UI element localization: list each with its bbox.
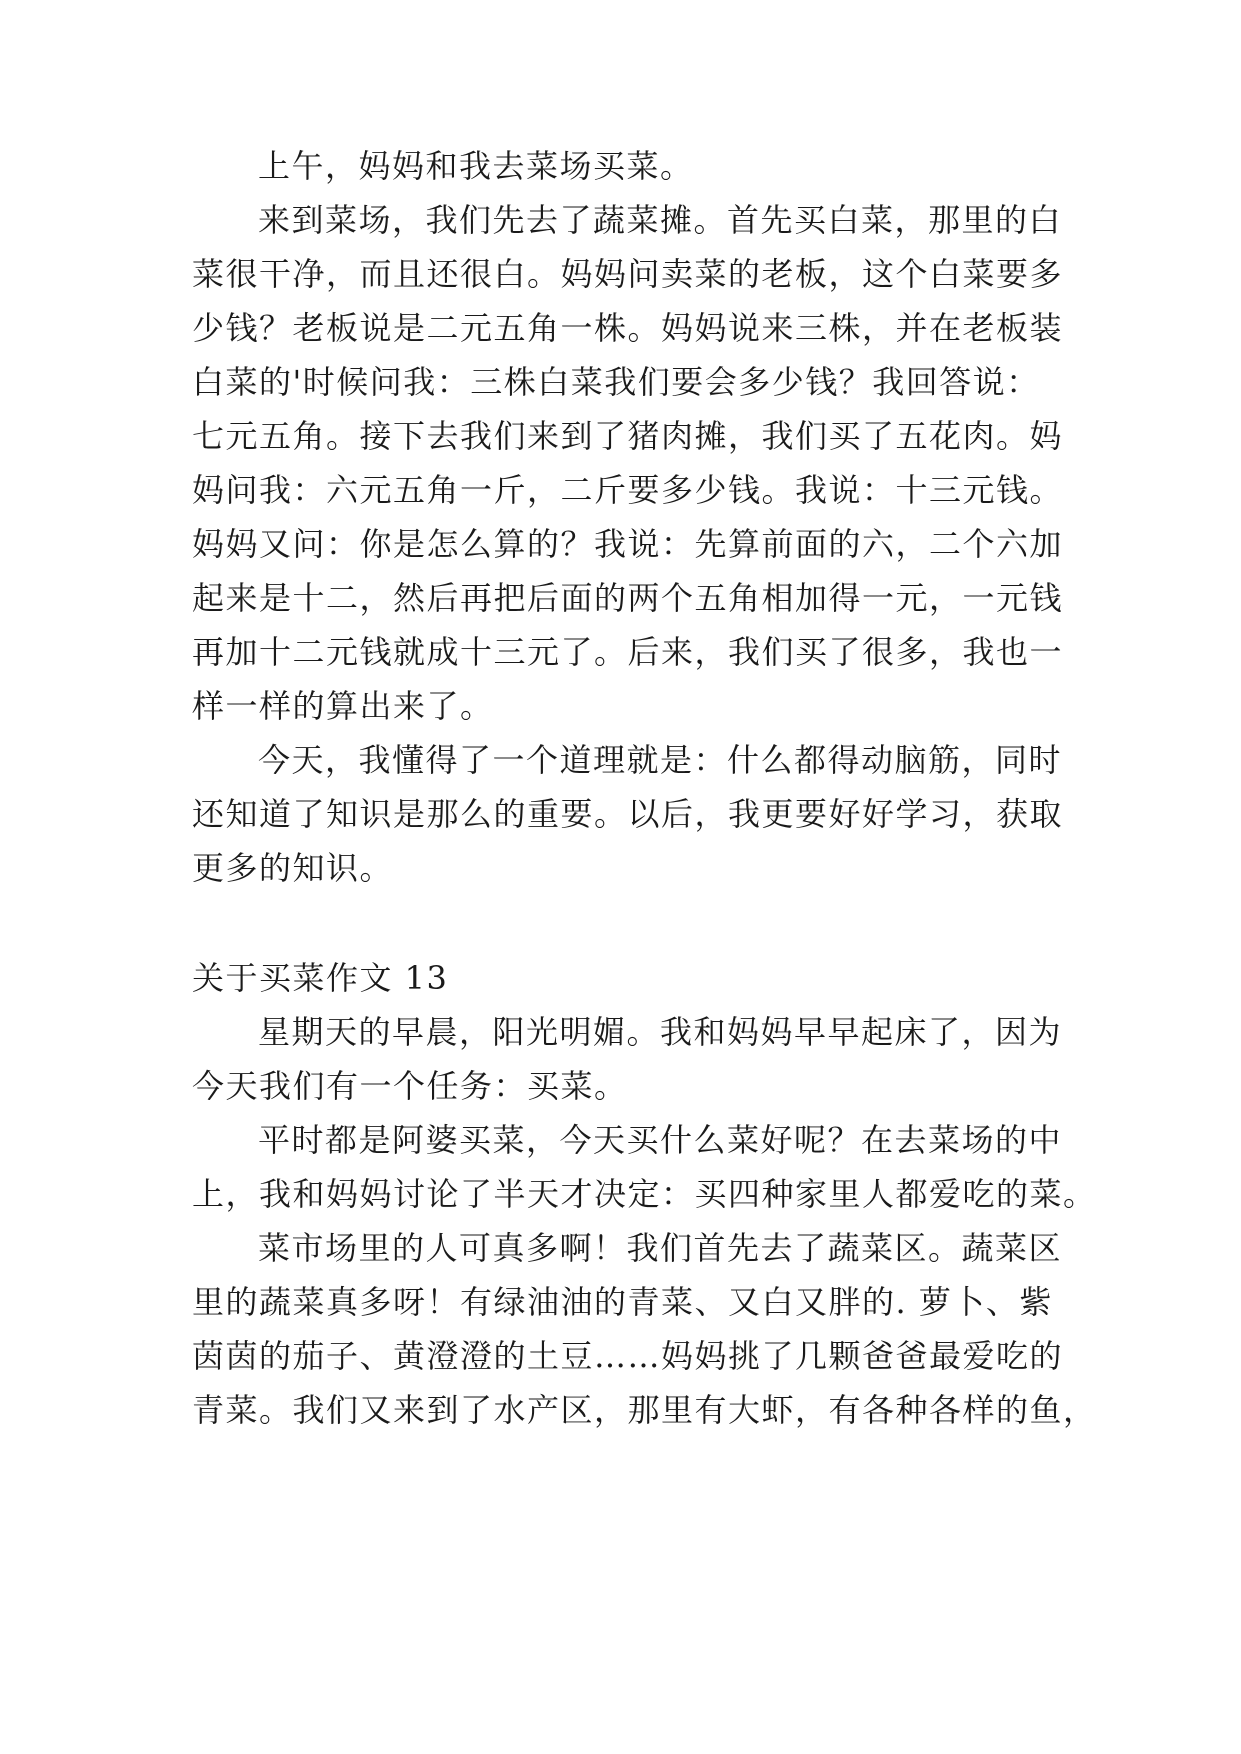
- paragraph-line: 今天我们有一个任务：买菜。: [192, 1067, 628, 1105]
- section-heading: 关于买菜作文 13: [192, 959, 449, 997]
- paragraph-line: 再加十二元钱就成十三元了。后来，我们买了很多，我也一: [192, 633, 1064, 671]
- paragraph-line: 样一样的算出来了。: [192, 687, 494, 725]
- paragraph-line: 妈问我：六元五角一斤，二斤要多少钱。我说：十三元钱。: [192, 471, 1064, 509]
- paragraph-line: 起来是十二，然后再把后面的两个五角相加得一元，一元钱: [192, 579, 1064, 617]
- paragraph-line: 菜很干净，而且还很白。妈妈问卖菜的老板，这个白菜要多: [192, 255, 1064, 293]
- paragraph-line: 来到菜场，我们先去了蔬菜摊。首先买白菜，那里的白: [258, 201, 1063, 239]
- paragraph-line: 青菜。我们又来到了水产区，那里有大虾，有各种各样的鱼，: [192, 1391, 1097, 1429]
- paragraph-line: 妈妈又问：你是怎么算的？我说：先算前面的六，二个六加: [192, 525, 1064, 563]
- paragraph-line: 里的蔬菜真多呀！有绿油油的青菜、又白又胖的. 萝卜、紫: [192, 1283, 1053, 1321]
- paragraph-line: 平时都是阿婆买菜，今天买什么菜好呢？在去菜场的中: [258, 1121, 1063, 1159]
- paragraph-line: 更多的知识。: [192, 849, 394, 887]
- paragraph-line: 茵茵的茄子、黄澄澄的土豆……妈妈挑了几颗爸爸最爱吃的: [192, 1337, 1064, 1375]
- paragraph-line: 还知道了知识是那么的重要。以后，我更要好好学习，获取: [192, 795, 1064, 833]
- paragraph-line: 白菜的'时候问我：三株白菜我们要会多少钱？我回答说：: [192, 363, 1040, 401]
- paragraph-line: 少钱？老板说是二元五角一株。妈妈说来三株，并在老板装: [192, 309, 1064, 347]
- paragraph-line: 上，我和妈妈讨论了半天才决定：买四种家里人都爱吃的菜。: [192, 1175, 1097, 1213]
- paragraph-line: 今天，我懂得了一个道理就是：什么都得动脑筋，同时: [258, 741, 1063, 779]
- paragraph-line: 七元五角。接下去我们来到了猪肉摊，我们买了五花肉。妈: [192, 417, 1064, 455]
- paragraph-line: 星期天的早晨，阳光明媚。我和妈妈早早起床了，因为: [258, 1013, 1063, 1051]
- paragraph-line: 上午，妈妈和我去菜场买菜。: [258, 147, 694, 185]
- paragraph-line: 菜市场里的人可真多啊！我们首先去了蔬菜区。蔬菜区: [258, 1229, 1063, 1267]
